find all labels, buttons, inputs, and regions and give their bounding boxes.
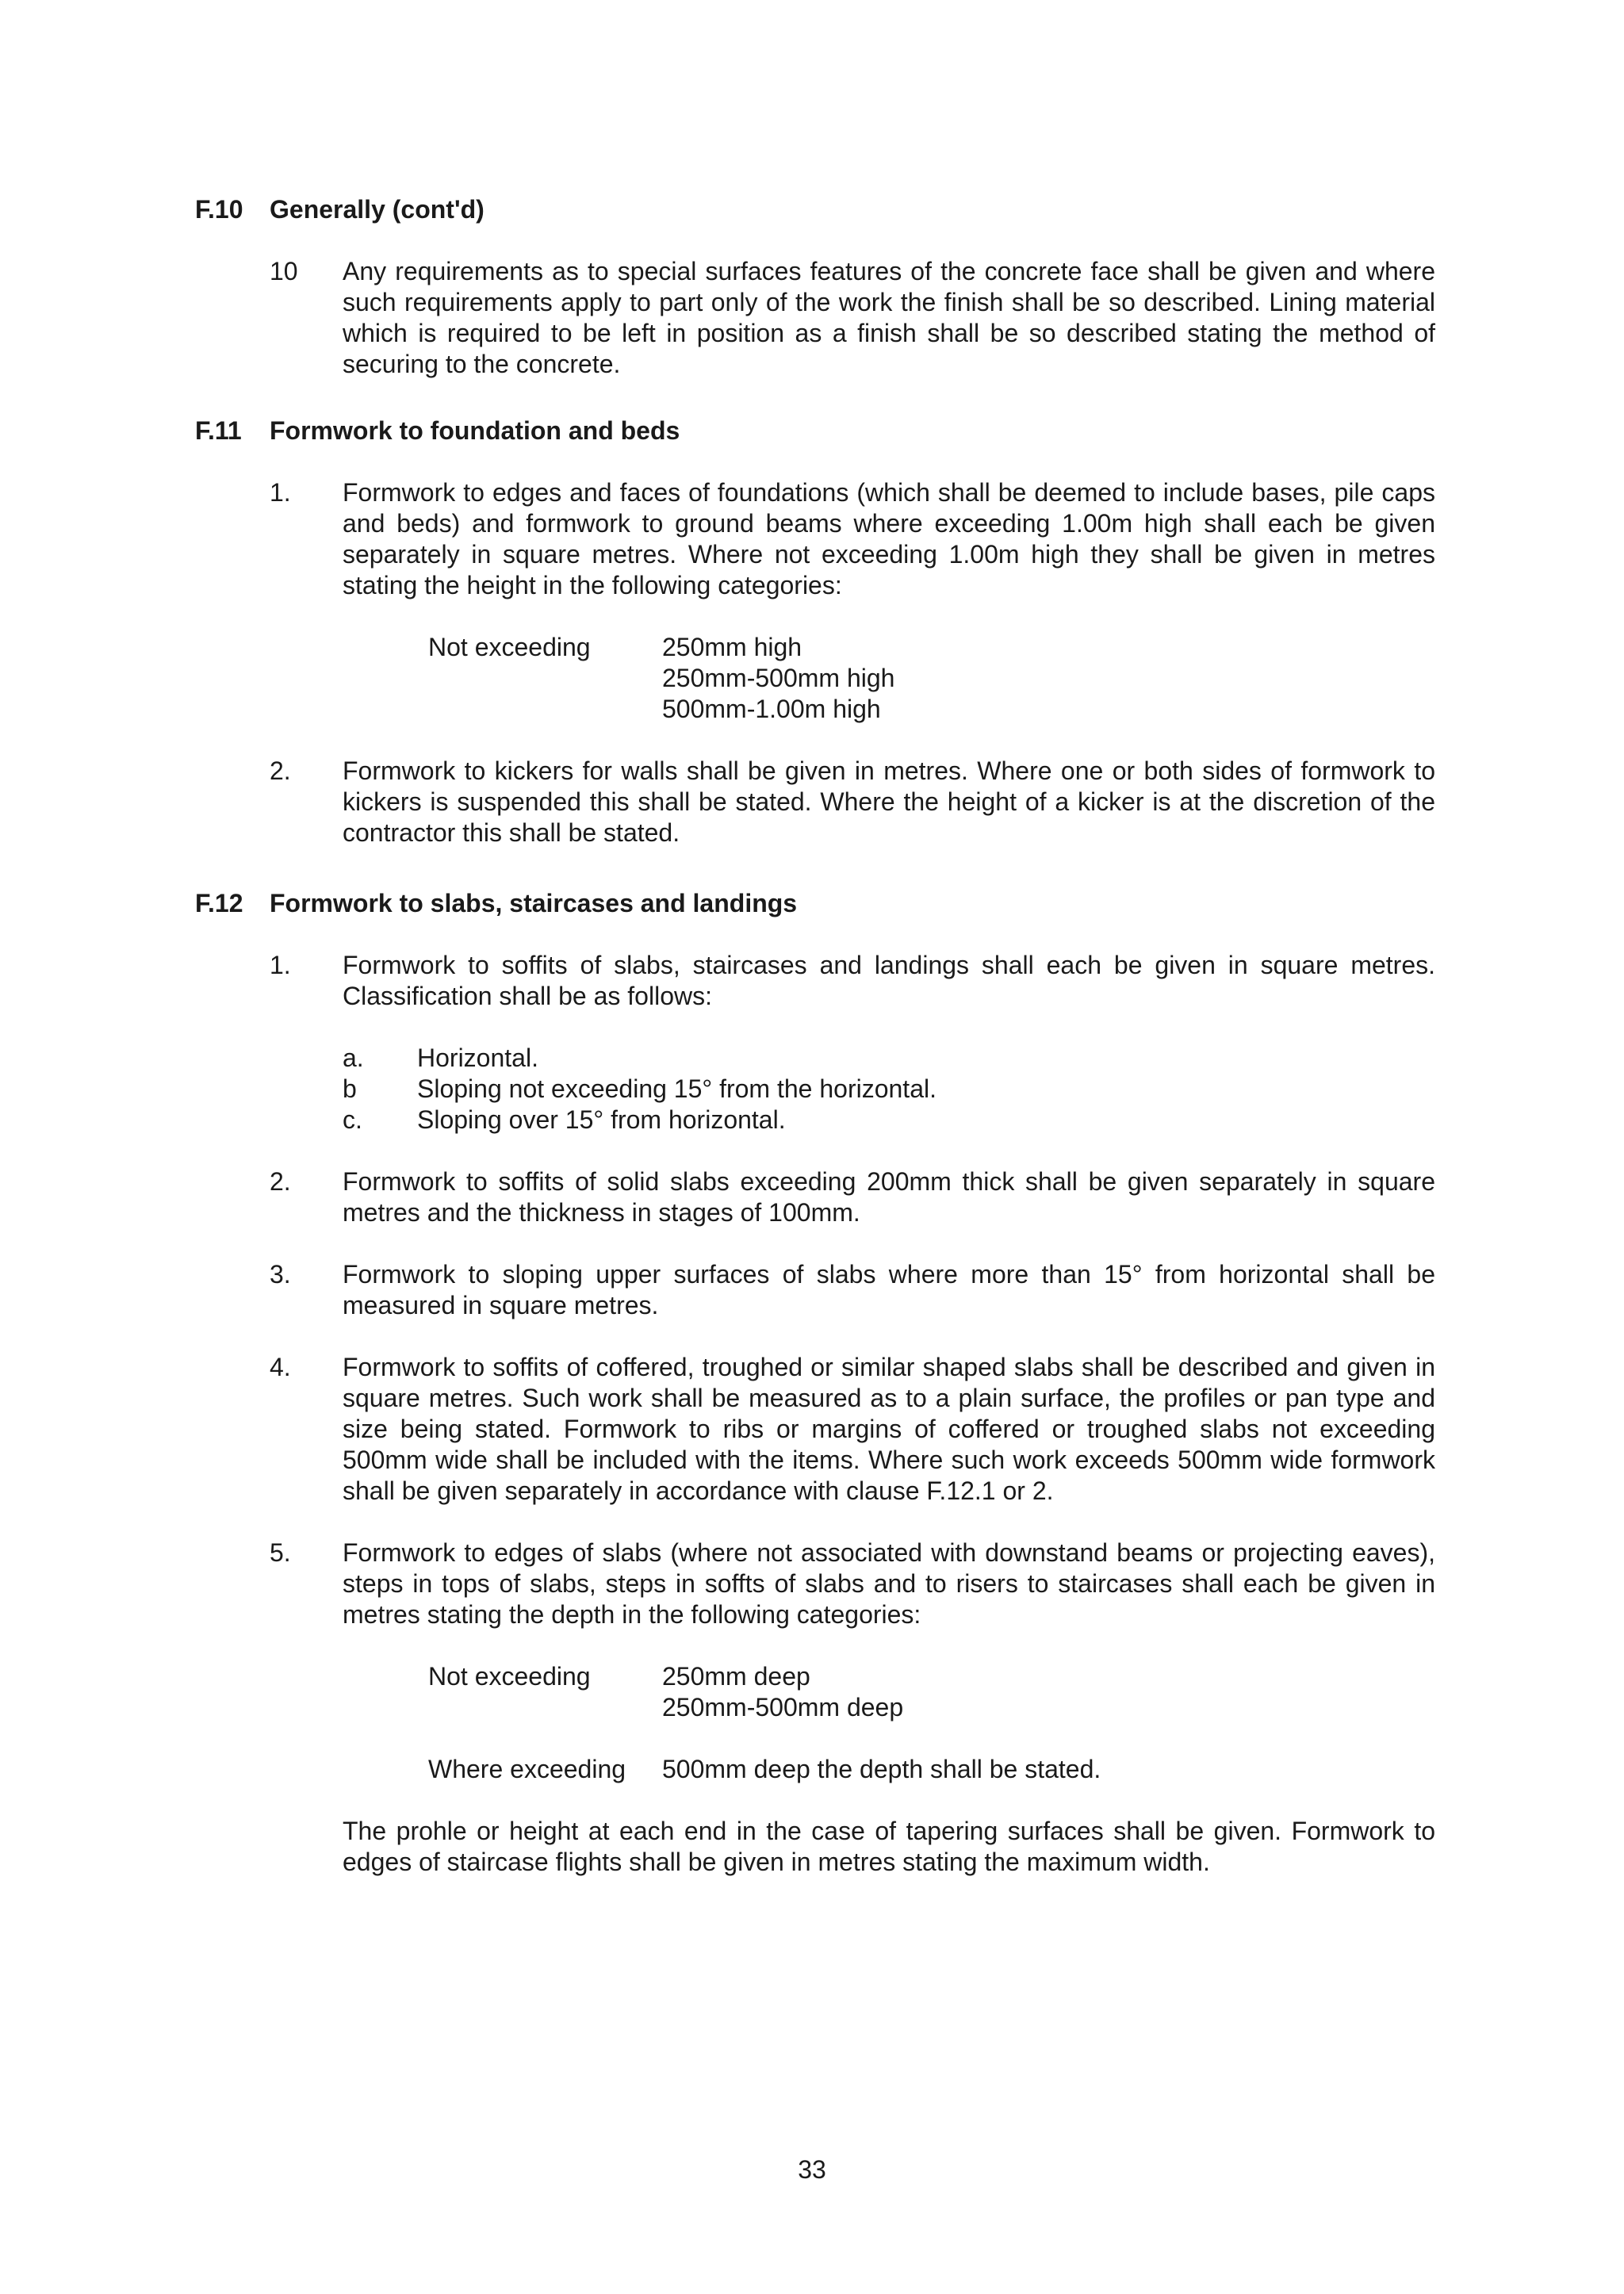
section-f11	[195, 416, 1440, 848]
closing-paragraph	[270, 1816, 1440, 1878]
paragraph	[270, 477, 1440, 601]
paragraph-number: 1.	[270, 951, 291, 979]
list-letter: c.	[343, 1105, 362, 1134]
paragraph	[270, 1166, 1440, 1228]
category-item: 250mm-500mm deep	[662, 1693, 904, 1721]
paragraph	[270, 1538, 1440, 1630]
list-item: Horizontal.	[417, 1044, 538, 1072]
classification-list	[343, 1043, 1440, 1136]
list-item: Sloping over 15° from horizontal.	[417, 1105, 786, 1134]
paragraph-number: 4.	[270, 1353, 291, 1381]
depth-categories	[428, 1661, 1440, 1723]
category-item: 250mm deep	[662, 1662, 810, 1691]
paragraph-number: 3.	[270, 1260, 291, 1289]
category-label: Not exceeding	[428, 633, 591, 661]
paragraph-text: Formwork to soffits of slabs, staircases and landings shall each be given in square metres. Classification shall be as follows:	[343, 951, 1435, 1010]
paragraph	[270, 950, 1440, 1012]
list-item: Sloping not exceeding 15° from the horizontal.	[417, 1074, 936, 1103]
paragraph-number: 5.	[270, 1538, 291, 1567]
section-code: F.11	[195, 416, 242, 445]
section-code: F.10	[195, 195, 243, 224]
section-code: F.12	[195, 889, 243, 917]
paragraph-text: The prohle or height at each end in the case of tapering surfaces shall be given. Formwork to edges of staircase flights shall be given in metres stating the maximum width.	[343, 1817, 1435, 1876]
exceeding-row	[428, 1754, 1440, 1785]
paragraph-text: Formwork to edges and faces of foundations (which shall be deemed to include bases, pile caps and beds) and formwork to ground beams where exceeding 1.00m high shall each be given separately in square metres. Where not exceeding 1.00m high they shall be given in metres stating the height in the following categories:	[343, 478, 1435, 599]
paragraph-number: 1.	[270, 478, 291, 507]
list-letter: b	[343, 1074, 357, 1103]
section-title: Formwork to foundation and beds	[270, 416, 680, 445]
height-categories	[428, 632, 1440, 725]
paragraph	[270, 256, 1440, 380]
paragraph-text: Formwork to kickers for walls shall be given in metres. Where one or both sides of formwork to kickers is suspended this shall be stated. Where the height of a kicker is at the discretion of the contractor this shall be stated.	[343, 756, 1435, 847]
exceeding-label: Where exceeding	[428, 1755, 626, 1783]
paragraph-text: Formwork to edges of slabs (where not associated with downstand beams or projecting eaves), steps in tops of slabs, steps in soffts of slabs and to risers to staircases shall each be given in metres stating the depth in the following categories:	[343, 1538, 1435, 1629]
paragraph-text: Any requirements as to special surfaces features of the concrete face shall be given and where such requirements apply to part only of the work the finish shall be so described. Lining material which is required to be left in position as a finish shall be so described stating the method of securing to the concrete.	[343, 257, 1435, 378]
paragraph-text: Formwork to soffits of coffered, troughed or similar shaped slabs shall be described and given in square metres. Such work shall be measured as to a plain surface, the profiles or pan type and size being stated. Formwork to ribs or margins of coffered or troughed slabs not exceeding 500mm wide shall be included with the items. Where such work exceeds 500mm wide formwork shall be given separately in accordance with clause F.12.1 or 2.	[343, 1353, 1435, 1505]
paragraph	[270, 1259, 1440, 1321]
paragraph-number: 10	[270, 257, 298, 285]
category-label: Not exceeding	[428, 1662, 591, 1691]
paragraph	[270, 756, 1440, 848]
paragraph-number: 2.	[270, 1167, 291, 1196]
category-item: 250mm-500mm high	[662, 664, 895, 692]
exceeding-text: 500mm deep the depth shall be stated.	[662, 1755, 1101, 1783]
section-heading	[195, 416, 1440, 446]
section-title: Generally (cont'd)	[270, 195, 485, 224]
list-letter: a.	[343, 1044, 364, 1072]
paragraph	[270, 1352, 1440, 1507]
section-f10	[195, 194, 1440, 380]
paragraph-text: Formwork to soffits of solid slabs exceeding 200mm thick shall be given separately in square metres and the thickness in stages of 100mm.	[343, 1167, 1435, 1227]
section-heading	[195, 888, 1440, 919]
page-number: 33	[798, 2155, 826, 2184]
section-heading	[195, 194, 1440, 225]
section-title: Formwork to slabs, staircases and landings	[270, 889, 798, 917]
category-item: 250mm high	[662, 633, 802, 661]
section-f12	[195, 888, 1440, 1878]
paragraph-text: Formwork to sloping upper surfaces of slabs where more than 15° from horizontal shall be measured in square metres.	[343, 1260, 1435, 1319]
category-item: 500mm-1.00m high	[662, 695, 881, 723]
paragraph-number: 2.	[270, 756, 291, 785]
